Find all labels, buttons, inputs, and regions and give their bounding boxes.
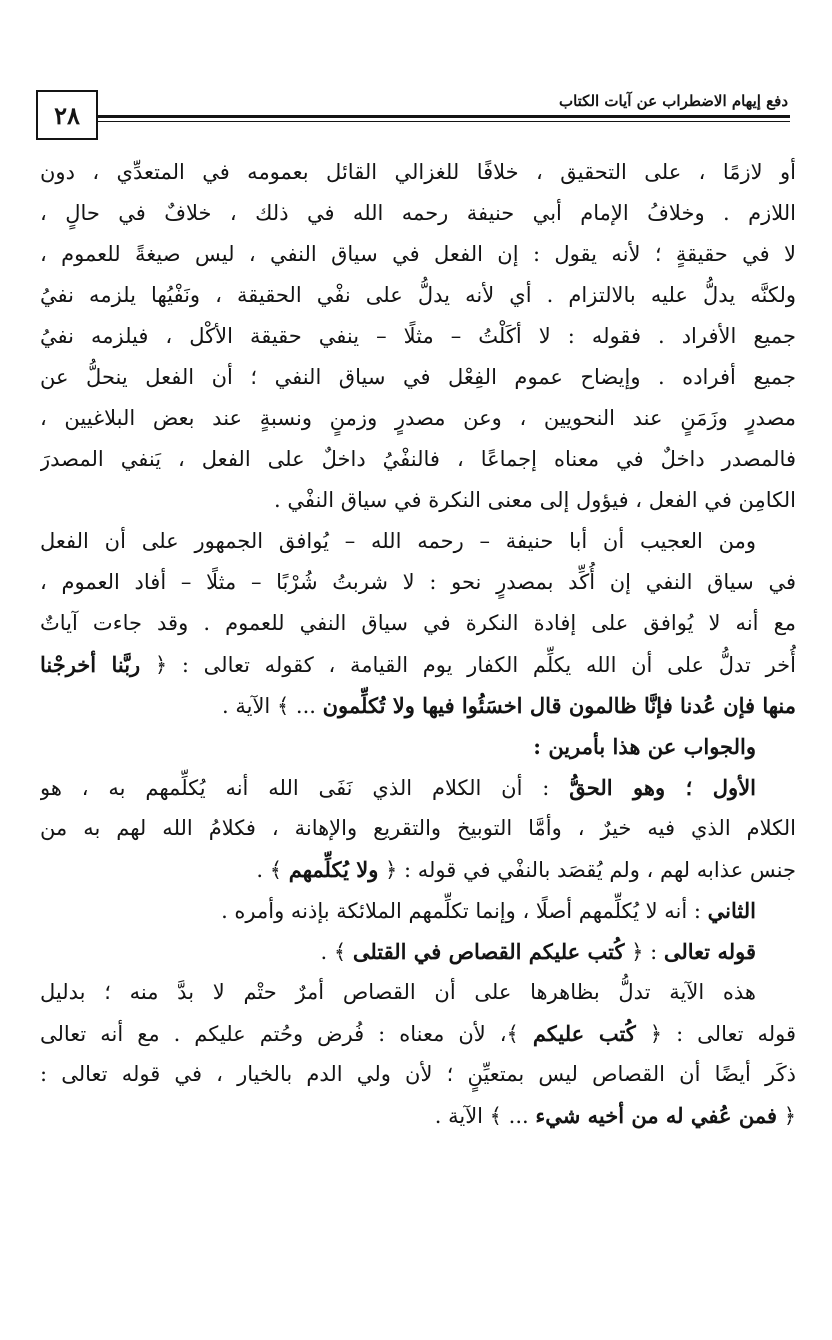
text-segment: جنس عذابه لهم ، ولم يُقصَد بالنفْي في قوله : ﴿: [378, 858, 796, 882]
text-line: [40, 316, 796, 357]
page-header: [36, 88, 790, 144]
text-segment: قوله تعالى : ﴿: [635, 1022, 796, 1046]
text-line: [40, 275, 796, 316]
quoted-text: كُتب عليكم: [532, 1021, 636, 1046]
text-line: [40, 726, 796, 767]
text-segment: في سياق النفي إن أُكِّد بمصدرٍ نحو : لا شربتُ شُرْبًا – مثلًا – أفاد العموم ،: [40, 570, 796, 594]
text-line: [40, 193, 796, 234]
text-line: [40, 644, 796, 685]
text-segment: مصدرٍ وزَمَنٍ عند النحويين ، وعن مصدرٍ وزمنٍ ونسبةٍ عند بعض البلاغيين ،: [40, 406, 796, 430]
text-line: [40, 890, 796, 931]
text-line: [40, 767, 796, 808]
quoted-text: والجواب عن هذا بأمرين :: [533, 734, 756, 759]
text-line: [40, 603, 796, 644]
text-segment: ﴾، لأن معناه : فُرض وحُتم عليكم . مع أنه تعالى: [40, 1022, 533, 1046]
text-segment: ... ﴾ الآية .: [434, 1104, 536, 1128]
text-line: [40, 521, 796, 562]
text-line: [40, 1013, 796, 1054]
quoted-text: ولا يُكلِّمهم: [288, 857, 379, 882]
text-line: [40, 152, 796, 193]
text-line: [40, 562, 796, 603]
page-number: ٢٨: [36, 90, 98, 140]
body-text: [40, 152, 796, 1136]
text-segment: جميع الأفراد . فقوله : لا أكَلْتُ – مثلًا – ينفي حقيقة الأكْل ، فيلزمه نفيُ: [40, 324, 796, 348]
text-segment: هذه الآية تدلُّ بظاهرها على أن القصاص أمرٌ حتْم لا بدَّ منه ؛ بدليل: [40, 980, 756, 1004]
text-segment: ... ﴾ الآية .: [222, 694, 323, 718]
text-segment: اللازم . وخلافُ الإمام أبي حنيفة رحمه الله في ذلك ، خلافٌ في حالٍ ،: [40, 201, 796, 225]
quoted-text: الأول ؛ وهو الحقُّ: [569, 775, 757, 800]
quoted-text: ربَّنا أخرجْنا: [40, 652, 141, 677]
text-segment: : أنه لا يُكلِّمهم أصلًا ، وإنما تكلِّمهم الملائكة بإذنه وأمره .: [221, 899, 708, 923]
text-line: [40, 972, 796, 1013]
text-line: [40, 234, 796, 275]
quoted-text: فمن عُفي له من أخيه شيء: [535, 1103, 778, 1128]
text-line: [40, 398, 796, 439]
text-segment: ﴾ .: [256, 858, 289, 882]
text-segment: : أن الكلام الذي نَفَى الله أنه يُكلِّمهم به ، هو: [40, 776, 570, 800]
quoted-text: الثاني: [707, 898, 756, 923]
quoted-text: قوله تعالى: [663, 939, 756, 964]
text-line: [40, 1095, 796, 1136]
text-segment: ولكنَّه يدلُّ عليه بالالتزام . أي لأنه يدلُّ على نفْي الحقيقة ، ونَفْيُها يلزمه نفيُ: [40, 283, 796, 307]
text-line: [40, 849, 796, 890]
quoted-text: كُتب عليكم القصاص في القتلى: [352, 939, 625, 964]
header-rule-thick: [98, 115, 790, 118]
quoted-text: منها فإن عُدنا فإنَّا ظالمون قال اخسَئُوا فيها ولا تُكلِّمون: [322, 693, 796, 718]
text-segment: ذكَر أيضًا أن القصاص ليس بمتعيِّنٍ ؛ لأن ولي الدم بالخيار ، في قوله تعالى :: [40, 1062, 796, 1086]
text-segment: أو لازمًا ، على التحقيق ، خلافًا للغزالي القائل بعمومه في المتعدِّي ، دون: [40, 160, 796, 184]
text-segment: أُخر تدلُّ على أن الله يكلِّم الكفار يوم القيامة ، كقوله تعالى : ﴿: [140, 653, 796, 677]
text-line: [40, 480, 796, 521]
text-segment: جميع أفراده . وإيضاح عموم الفِعْل في سياق النفي ؛ أن الفعل ينحلُّ عن: [40, 365, 796, 389]
text-segment: الكلام الذي فيه خيرٌ ، وأمَّا التوبيخ والتقريع والإهانة ، فكلامُ الله لهم به من: [40, 816, 796, 840]
text-line: [40, 357, 796, 398]
header-rule-thin: [98, 121, 790, 122]
text-segment: مع أنه لا يُوافق على إفادة النكرة في سياق النفي للعموم . وقد جاءت آياتٌ: [40, 611, 796, 635]
text-line: [40, 439, 796, 480]
text-line: [40, 931, 796, 972]
text-segment: الكامِن في الفعل ، فيؤول إلى معنى النكرة في سياق النفْي .: [274, 488, 796, 512]
running-title: دفع إيهام الاضطراب عن آيات الكتاب: [558, 92, 788, 110]
text-segment: ﴿: [777, 1104, 796, 1128]
text-segment: لا في حقيقةٍ ؛ لأنه يقول : إن الفعل في سياق النفي ، ليس صيغةً للعموم ،: [40, 242, 796, 266]
text-line: [40, 685, 796, 726]
text-segment: ﴾ .: [320, 940, 353, 964]
text-line: [40, 808, 796, 849]
text-segment: : ﴿: [624, 940, 664, 964]
text-line: [40, 1054, 796, 1095]
text-segment: فالمصدر داخلٌ في معناه إجماعًا ، فالنفْيُ داخلٌ على الفعل ، يَنفي المصدرَ: [40, 447, 796, 471]
text-segment: ومن العجيب أن أبا حنيفة – رحمه الله – يُوافق الجمهور على أن الفعل: [40, 529, 756, 553]
